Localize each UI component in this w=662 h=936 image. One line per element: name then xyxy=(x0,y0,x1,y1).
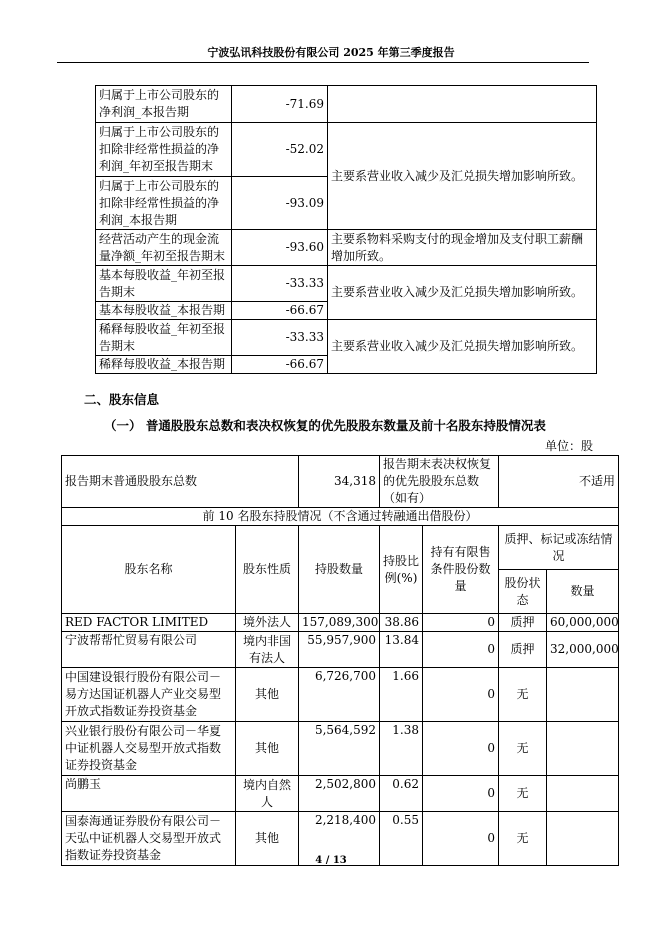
name-cell: 尚鹏玉 xyxy=(62,776,236,812)
item-cell: 经营活动产生的现金流量净额_年初至报告期末 xyxy=(96,230,232,266)
ratio-cell: 0.62 xyxy=(380,776,423,812)
total-label-cell: 报告期末普通股股东总数 xyxy=(62,456,299,508)
item-cell: 归属于上市公司股东的扣除非经常性损益的净利润_本报告期 xyxy=(96,177,232,230)
name-cell: 国泰海通证券股份有限公司－天弘中证机器人交易型开放式指数证券投资基金 xyxy=(62,812,236,866)
table-row xyxy=(96,266,597,302)
col-header-ratio: 持股比例(%) xyxy=(380,526,423,614)
status-cell: 无 xyxy=(499,776,547,812)
status-cell: 无 xyxy=(499,668,547,722)
col-header-name: 股东名称 xyxy=(62,526,236,614)
col-header-pledge: 质押、标记或冻结情况 xyxy=(499,526,619,570)
value-cell: -71.69 xyxy=(232,86,328,123)
reason-cell: 主要系营业收入减少及汇兑损失增加影响所致。 xyxy=(328,266,597,320)
nature-cell: 境内自然人 xyxy=(236,776,299,812)
nature-cell: 境外法人 xyxy=(236,614,299,632)
status-cell: 质押 xyxy=(499,614,547,632)
table-row xyxy=(96,230,597,266)
ratio-cell: 0.55 xyxy=(380,812,423,866)
restricted-cell: 0 xyxy=(423,632,499,668)
reason-cell: 主要系营业收入减少及汇兑损失增加影响所致。 xyxy=(328,320,597,374)
quantity-cell: 6,726,700 xyxy=(299,668,380,722)
col-header-quantity: 持股数量 xyxy=(299,526,380,614)
quantity-cell: 2,218,400 xyxy=(299,812,380,866)
table-row xyxy=(62,456,619,508)
status-cell: 无 xyxy=(499,722,547,776)
count-cell xyxy=(547,722,619,776)
unit-label: 单位：股 xyxy=(545,439,594,453)
table-row xyxy=(62,668,619,722)
item-cell: 归属于上市公司股东的净利润_本报告期 xyxy=(96,86,232,123)
ratio-cell: 1.66 xyxy=(380,668,423,722)
reason-cell: 主要系营业收入减少及汇兑损失增加影响所致。 xyxy=(328,123,597,230)
item-cell: 归属于上市公司股东的扣除非经常性损益的净利润_年初至报告期末 xyxy=(96,123,232,177)
ratio-cell: 1.38 xyxy=(380,722,423,776)
count-cell xyxy=(547,668,619,722)
quantity-cell: 5,564,592 xyxy=(299,722,380,776)
ratio-cell: 13.84 xyxy=(380,632,423,668)
report-header: 宁波弘讯科技股份有限公司 2025 年第三季度报告 xyxy=(207,46,455,59)
table-row xyxy=(62,722,619,776)
count-cell xyxy=(547,776,619,812)
ratio-cell: 38.86 xyxy=(380,614,423,632)
preferred-value-cell: 不适用 xyxy=(499,456,619,508)
count-cell: 32,000,000 xyxy=(547,632,619,668)
reason-cell: 主要系物料采购支付的现金增加及支付职工薪酬增加所致。 xyxy=(328,230,597,266)
value-cell: -33.33 xyxy=(232,266,328,302)
table-row xyxy=(96,320,597,356)
restricted-cell: 0 xyxy=(423,812,499,866)
count-cell: 60,000,000 xyxy=(547,614,619,632)
table-row xyxy=(62,632,619,668)
header-row xyxy=(62,526,619,570)
header-divider xyxy=(57,62,589,63)
value-cell: -66.67 xyxy=(232,302,328,320)
item-cell: 基本每股收益_本报告期 xyxy=(96,302,232,320)
status-cell: 质押 xyxy=(499,632,547,668)
total-value-cell: 34,318 xyxy=(299,456,380,508)
restricted-cell: 0 xyxy=(423,668,499,722)
col-header-nature: 股东性质 xyxy=(236,526,299,614)
name-cell: 兴业银行股份有限公司－华夏中证机器人交易型开放式指数证券投资基金 xyxy=(62,722,236,776)
page-number: 4 / 13 xyxy=(315,855,347,866)
nature-cell: 其他 xyxy=(236,722,299,776)
name-cell: 宁波帮帮忙贸易有限公司 xyxy=(62,632,236,668)
preferred-label-cell: 报告期末表决权恢复的优先股股东总数（如有） xyxy=(380,456,499,508)
subsection-title: （一） 普通股股东总数和表决权恢复的优先股股东数量及前十名股东持股情况表 xyxy=(104,418,546,433)
table-row xyxy=(62,614,619,632)
restricted-cell: 0 xyxy=(423,722,499,776)
value-cell: -93.09 xyxy=(232,177,328,230)
quantity-cell: 2,502,800 xyxy=(299,776,380,812)
item-cell: 稀释每股收益_年初至报告期末 xyxy=(96,320,232,356)
name-cell: RED FACTOR LIMITED xyxy=(62,614,236,632)
nature-cell: 境内非国有法人 xyxy=(236,632,299,668)
value-cell: -93.60 xyxy=(232,230,328,266)
section-title: 二、股东信息 xyxy=(84,392,160,407)
col-header-status: 股份状态 xyxy=(499,570,547,614)
restricted-cell: 0 xyxy=(423,614,499,632)
shareholder-table xyxy=(61,455,619,866)
top10-caption: 前 10 名股东持股情况（不含通过转融通出借股份） xyxy=(62,508,619,526)
value-cell: -66.67 xyxy=(232,356,328,374)
table-row xyxy=(62,776,619,812)
col-header-count: 数量 xyxy=(547,570,619,614)
item-cell: 稀释每股收益_本报告期 xyxy=(96,356,232,374)
nature-cell: 其他 xyxy=(236,812,299,866)
status-cell: 无 xyxy=(499,812,547,866)
quantity-cell: 55,957,900 xyxy=(299,632,380,668)
restricted-cell: 0 xyxy=(423,776,499,812)
value-cell: -52.02 xyxy=(232,123,328,177)
quantity-cell: 157,089,300 xyxy=(299,614,380,632)
table-row xyxy=(96,123,597,177)
table-row xyxy=(62,508,619,526)
nature-cell: 其他 xyxy=(236,668,299,722)
value-cell: -33.33 xyxy=(232,320,328,356)
name-cell: 中国建设银行股份有限公司－易方达国证机器人产业交易型开放式指数证券投资基金 xyxy=(62,668,236,722)
col-header-restricted: 持有有限售条件股份数量 xyxy=(423,526,499,614)
item-cell: 基本每股收益_年初至报告期末 xyxy=(96,266,232,302)
reason-cell xyxy=(328,86,597,123)
change-reason-table xyxy=(95,85,597,374)
table-row xyxy=(96,86,597,123)
